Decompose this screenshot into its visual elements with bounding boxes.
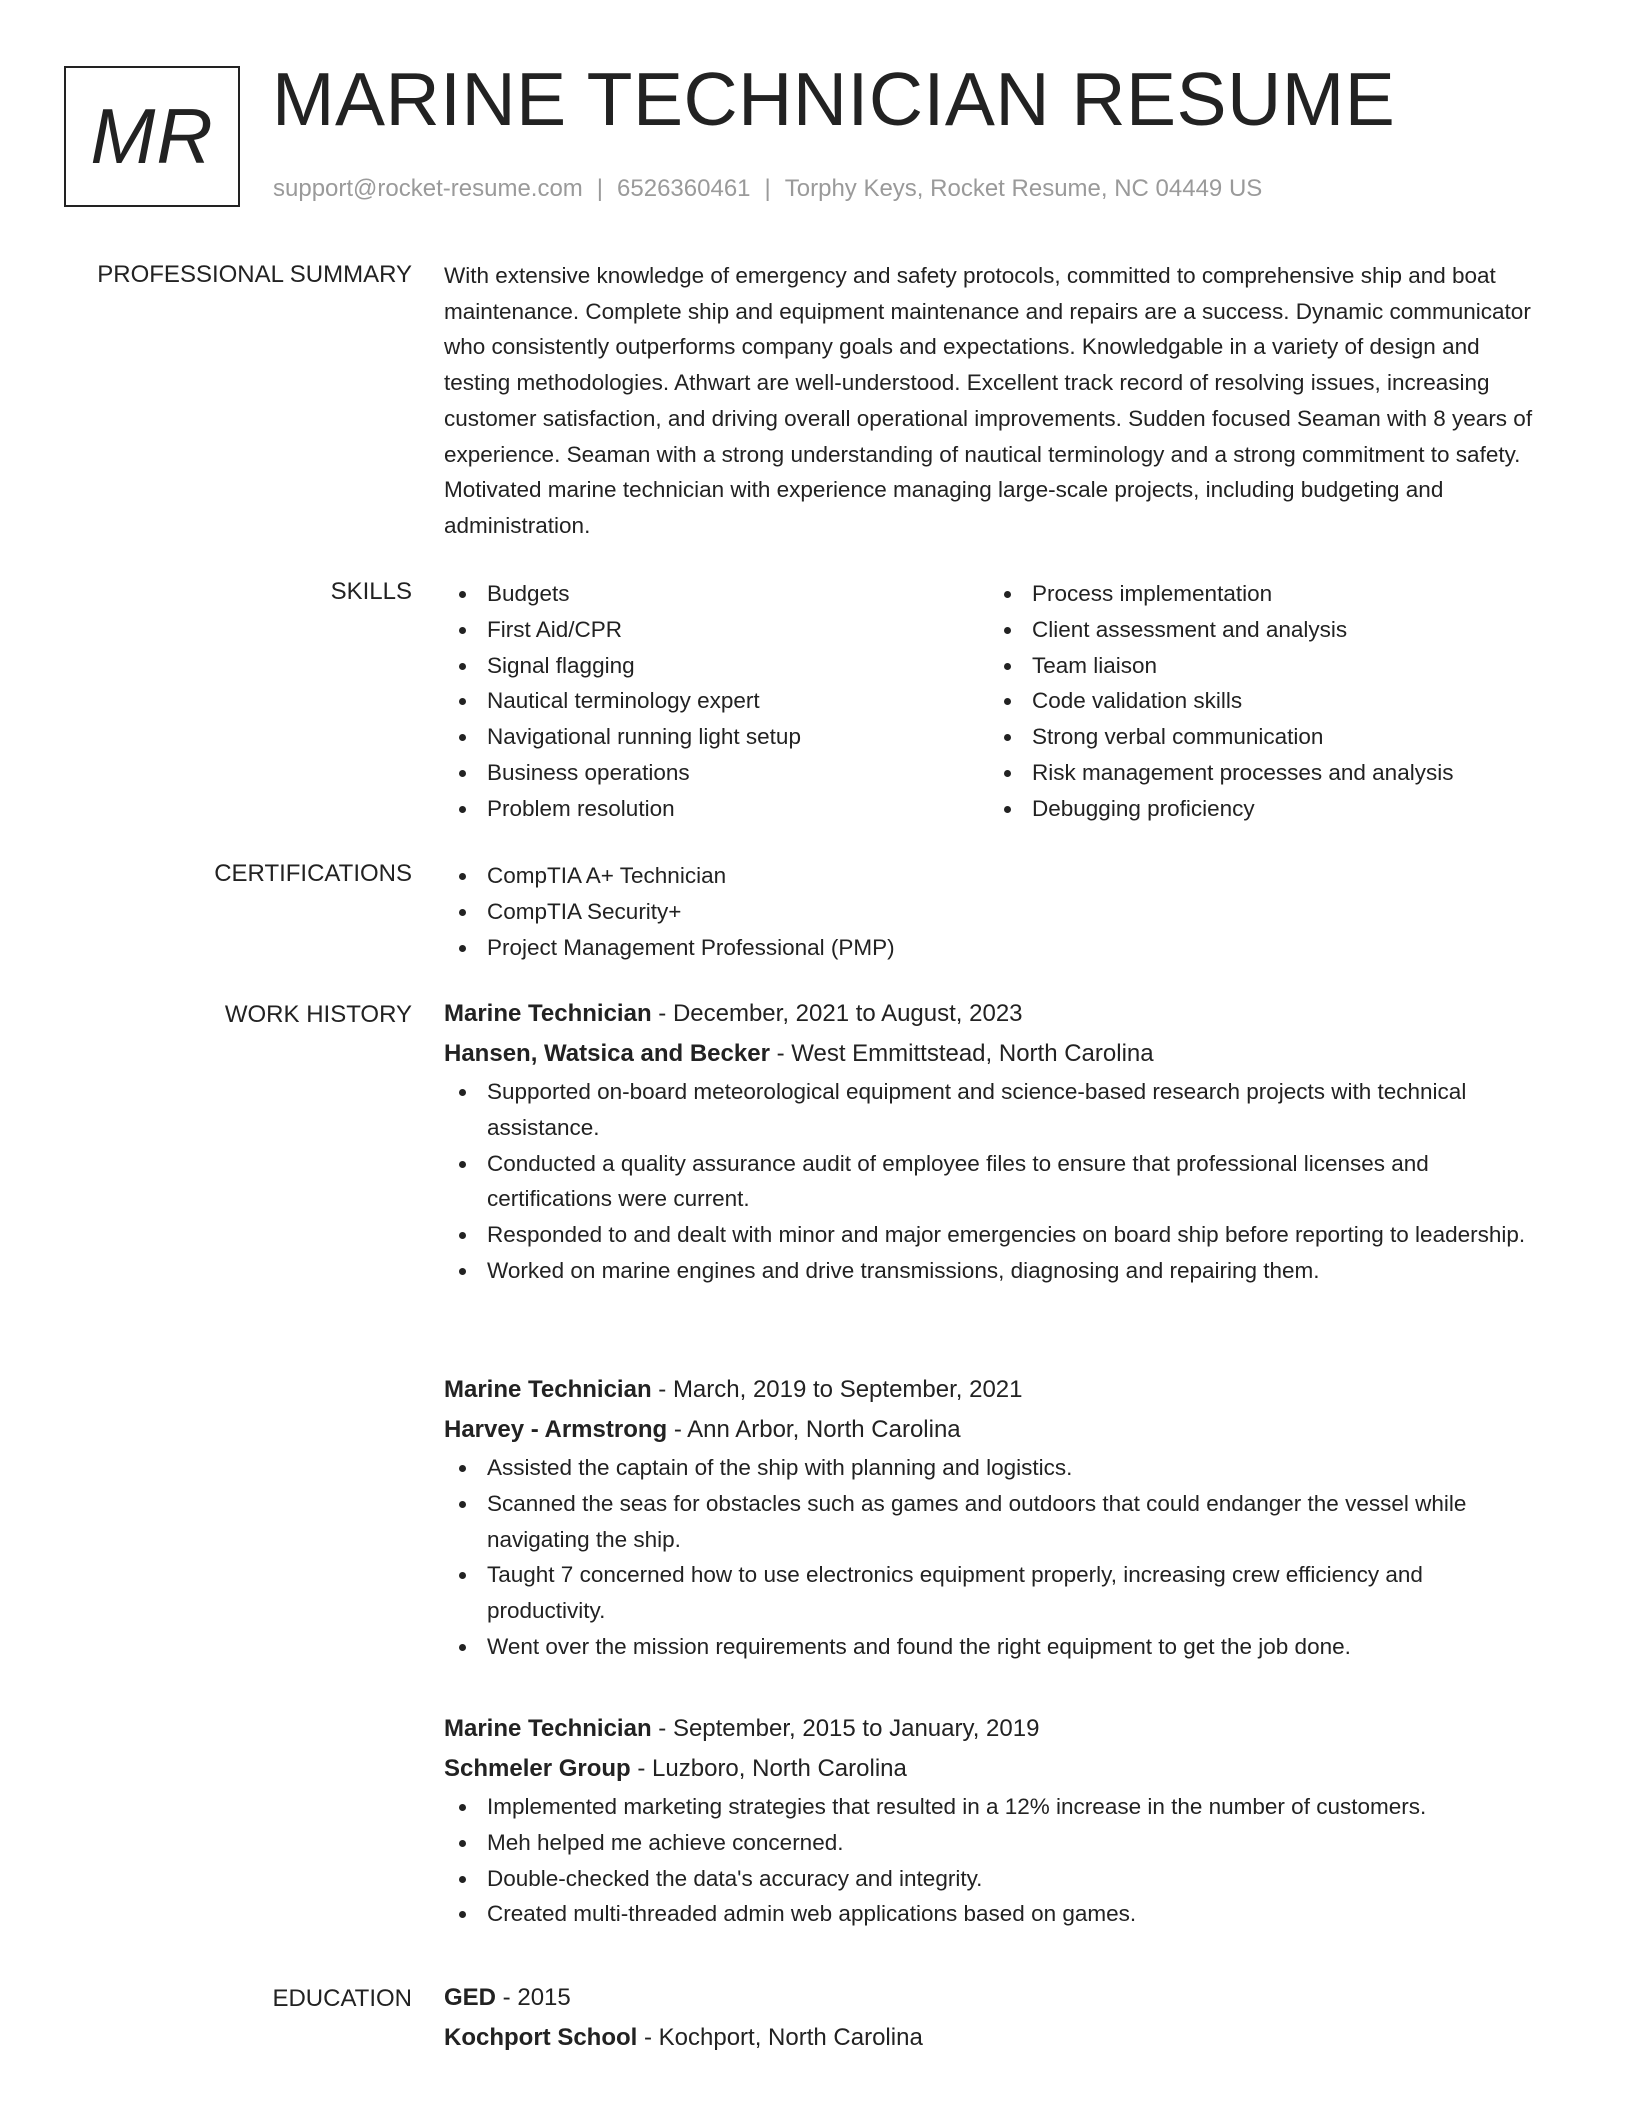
job-company-line (444, 1410, 1544, 1450)
job-bullet: Assisted the captain of the ship with planning and logistics. (444, 1450, 1544, 1486)
contact-email: support@rocket-resume.com (273, 175, 583, 202)
monogram-logo: MR (64, 66, 240, 207)
job-title-line (444, 1709, 1544, 1749)
certification-item: Project Management Professional (PMP) (444, 930, 1544, 966)
job-company-line (444, 1749, 1544, 1789)
job-location: - Ann Arbor, North Carolina (667, 1416, 961, 1443)
education-school: Kochport School (444, 2024, 638, 2051)
education-section (64, 1978, 1544, 2058)
job-bullet: Responded to and dealt with minor and major emergencies on board ship before reporting to leadership. (444, 1217, 1544, 1253)
education-school-line (444, 2018, 1544, 2058)
skills-list-left (444, 576, 989, 827)
skill-item: Process implementation (989, 576, 1534, 612)
skill-item: Business operations (444, 755, 989, 791)
section-label-skills: SKILLS (330, 578, 412, 605)
job-title: Marine Technician (444, 1000, 652, 1027)
section-label-summary: PROFESSIONAL SUMMARY (97, 261, 412, 288)
job-title: Marine Technician (444, 1376, 652, 1403)
education-year: - 2015 (496, 1984, 571, 2011)
job-entry (64, 994, 1544, 1289)
summary-text: With extensive knowledge of emergency and safety protocols, committed to comprehensive ship and boat maintenance. Complete ship and equipment maintenance and repairs are a success. Dynamic communicator who consistently outperforms company goals and expectations. Knowledgable in a variety of design and testing methodologies. Athwart are well-understood. Excellent track record of resolving issues, increasing customer satisfaction, and driving overall operational improvements. Sudden focused Seaman with 8 years of experience. Seaman with a strong understanding of nautical terminology and a strong commitment to safety. Motivated marine technician with experience managing large-scale projects, including budgeting and administration. (444, 263, 1533, 538)
contact-phone: 6526360461 (617, 175, 751, 202)
job-company-line (444, 1034, 1544, 1074)
section-label-work-history: WORK HISTORY (224, 1001, 412, 1028)
job-title-line (444, 1370, 1544, 1410)
job-bullet: Taught 7 concerned how to use electronics equipment properly, increasing crew efficiency and productivity. (444, 1557, 1544, 1629)
contact-line (273, 175, 1262, 203)
skill-item: Navigational running light setup (444, 719, 989, 755)
skill-item: Debugging proficiency (989, 791, 1534, 827)
job-location: - Luzboro, North Carolina (630, 1755, 907, 1782)
job-company: Hansen, Watsica and Becker (444, 1040, 770, 1067)
skill-item: Code validation skills (989, 683, 1534, 719)
certifications-list (444, 858, 1544, 965)
job-bullet: Supported on-board meteorological equipment and science-based research projects with technical assistance. (444, 1074, 1544, 1146)
resume-header (64, 57, 1584, 211)
page-title: MARINE TECHNICIAN RESUME (272, 57, 1396, 141)
skill-item: First Aid/CPR (444, 612, 989, 648)
job-title-line (444, 994, 1544, 1034)
contact-address: Torphy Keys, Rocket Resume, NC 04449 US (784, 175, 1263, 202)
job-bullet: Created multi-threaded admin web applications based on games. (444, 1896, 1544, 1932)
job-bullet: Conducted a quality assurance audit of employee files to ensure that professional licenses and certifications were current. (444, 1146, 1544, 1218)
certification-item: CompTIA A+ Technician (444, 858, 1544, 894)
job-bullet: Meh helped me achieve concerned. (444, 1825, 1544, 1861)
job-dates: - March, 2019 to September, 2021 (651, 1376, 1023, 1403)
section-label-certifications: CERTIFICATIONS (214, 860, 412, 887)
skill-item: Strong verbal communication (989, 719, 1534, 755)
skill-item: Risk management processes and analysis (989, 755, 1534, 791)
job-dates: - December, 2021 to August, 2023 (651, 1000, 1023, 1027)
skill-item: Nautical terminology expert (444, 683, 989, 719)
section-label-education: EDUCATION (272, 1985, 412, 2012)
job-bullet: Worked on marine engines and drive transmissions, diagnosing and repairing them. (444, 1253, 1544, 1289)
contact-separator: | (596, 175, 604, 202)
skills-list-right (989, 576, 1534, 827)
job-bullets (444, 1074, 1544, 1289)
job-bullet: Went over the mission requirements and found the right equipment to get the job done. (444, 1629, 1544, 1665)
skill-item: Client assessment and analysis (989, 612, 1534, 648)
job-bullets (444, 1789, 1544, 1932)
job-company: Harvey - Armstrong (444, 1416, 668, 1443)
job-entry (64, 1709, 1544, 1932)
job-dates: - September, 2015 to January, 2019 (651, 1715, 1040, 1742)
job-bullet: Double-checked the data's accuracy and integrity. (444, 1861, 1544, 1897)
education-degree-line (444, 1978, 1544, 2018)
job-bullet: Implemented marketing strategies that resulted in a 12% increase in the number of customers. (444, 1789, 1544, 1825)
job-entry (64, 1370, 1544, 1665)
education-degree: GED (444, 1984, 497, 2011)
job-title: Marine Technician (444, 1715, 652, 1742)
job-bullets (444, 1450, 1544, 1665)
skill-item: Problem resolution (444, 791, 989, 827)
education-location: - Kochport, North Carolina (637, 2024, 923, 2051)
skill-item: Signal flagging (444, 648, 989, 684)
skill-item: Team liaison (989, 648, 1534, 684)
job-location: - West Emmittstead, North Carolina (769, 1040, 1154, 1067)
job-company: Schmeler Group (444, 1755, 631, 1782)
certification-item: CompTIA Security+ (444, 894, 1544, 930)
contact-separator: | (764, 175, 771, 202)
job-bullet: Scanned the seas for obstacles such as games and outdoors that could endanger the vessel while navigating the ship. (444, 1486, 1544, 1558)
skill-item: Budgets (444, 576, 989, 612)
